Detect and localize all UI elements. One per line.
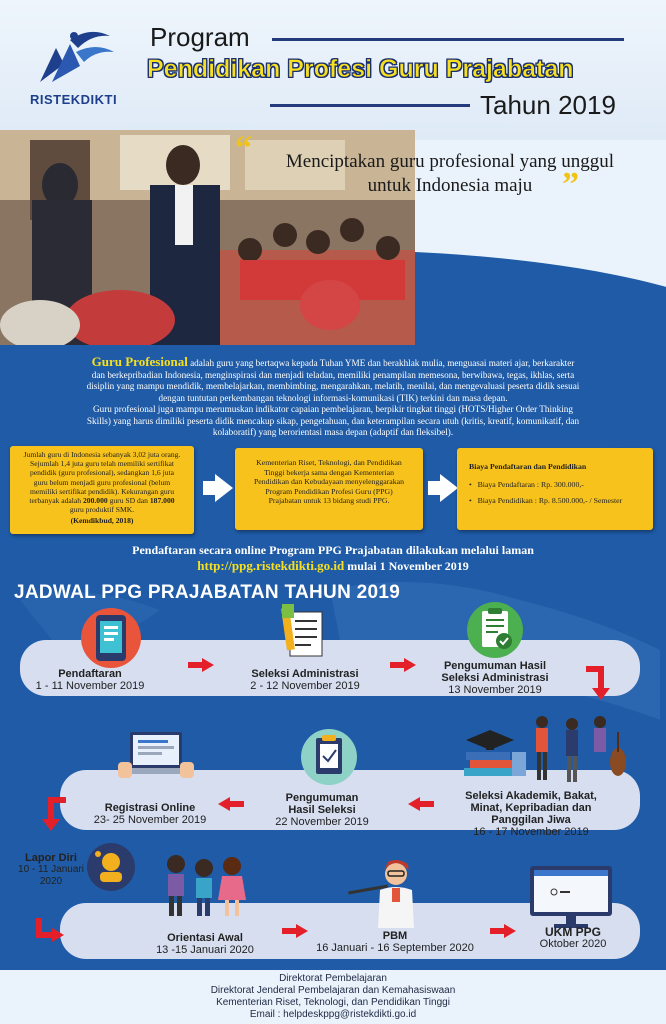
lapor-diri-person-icon — [86, 842, 136, 892]
registration-tablet-icon — [80, 607, 142, 669]
box1-line4: guru belum menjadi guru profesional (belum — [33, 477, 171, 487]
arrow-right-icon — [490, 924, 516, 938]
arrow-right-icon — [390, 658, 416, 672]
intro-p2-a: Guru profesional juga mampu merumuskan indikator capaian pembelajaran, berpikir tingkat tinggi (HOTS/Higher Order Thinking — [92, 404, 573, 414]
step-pendaftaran — [30, 668, 150, 693]
result-clipboard-icon — [300, 728, 358, 786]
page-title: Pendidikan Profesi Guru Prajabatan — [147, 55, 574, 83]
step-orientasi-awal — [140, 932, 270, 957]
title-rule-top — [272, 38, 624, 41]
box1-line3: pendidik (guru profesional), sedangkan 1,6 juta — [29, 468, 175, 478]
document-check-icon — [276, 604, 326, 662]
box2-line5: Prajabatan untuk 13 bidang studi PPG. — [268, 496, 390, 506]
registration-url[interactable]: http://ppg.ristekdikti.go.id — [197, 558, 345, 573]
quote-close-icon: ” — [562, 166, 579, 203]
announcement-clipboard-icon — [466, 601, 524, 659]
step-title: Pengumuman Hasil Seleksi — [285, 792, 359, 816]
arrow-corner-right-icon — [36, 918, 64, 944]
intro-p1-d: dengan tuntutan perkembangan teknologi informasi-komunikasi (TIK) terkini dan masa depan. — [158, 392, 508, 403]
fee-title: Biaya Pendaftaran dan Pendidikan — [469, 462, 587, 471]
step-date: 10 - 11 Januari 2020 — [18, 864, 84, 887]
step-date: 22 November 2019 — [275, 816, 369, 828]
fee-box: Biaya Pendaftaran dan Pendidikan • Biaya Pendaftaran : Rp. 300.000,- • Biaya Pendidikan : Rp. 8.500.000,- / Semester — [457, 448, 653, 530]
fee-education: Biaya Pendidikan : Rp. 8.500.000,- / Semester — [477, 496, 623, 505]
step-date: 13 November 2019 — [448, 684, 542, 696]
title-year: Tahun 2019 — [480, 90, 616, 120]
ristekdikti-logo-icon — [30, 22, 116, 90]
step-date: 2 - 12 November 2019 — [250, 680, 360, 692]
step-date: 16 - 17 November 2019 — [473, 826, 589, 838]
arrow-down-icon — [586, 666, 612, 700]
schedule-heading: JADWAL PPG PRAJABATAN TAHUN 2019 — [14, 582, 401, 603]
step-pbm — [300, 930, 490, 955]
box2-line4: Program Pendidikan Profesi Guru (PPG) — [265, 486, 393, 496]
step-title: Registrasi Online — [104, 802, 196, 814]
registration-line1: Pendaftaran secara online Program PPG Prajabatan dilakukan melalui laman — [132, 543, 534, 557]
step-date: 16 Januari - 16 September 2020 — [316, 942, 474, 954]
intro-p1-b: dan berkepribadian Indonesia, menginspirasi dan menjadi teladan, memiliki penampilan memesona, berwibawa, tegas, ikhlas, serta — [91, 369, 575, 380]
footer-line1: Direktorat Pembelajaran — [279, 973, 387, 984]
step-title: Orientasi Awal — [167, 932, 243, 944]
intro-p1-c: disiplin yang mampu mendidik, membelajarkan, membimbing, mengarahkan, melatih, menilai, dan mengevaluasi peserta didik sesuai — [86, 381, 580, 391]
box2-line1: Kementerian Riset, Teknologi, dan Pendidikan — [256, 458, 402, 467]
arrow-left-icon — [408, 797, 434, 811]
step-seleksi-akademik — [456, 790, 656, 839]
box1-source: (Kemdikbud, 2018) — [70, 516, 134, 526]
step-title: PBM — [382, 930, 408, 942]
laptop-online-icon — [118, 728, 194, 786]
arrow-left-icon — [218, 797, 244, 811]
step-date: 1 - 11 November 2019 — [35, 680, 145, 692]
footer — [0, 973, 666, 1021]
teacher-stats-box — [10, 446, 194, 534]
quote-line-2: untuk Indonesia maju — [367, 175, 533, 196]
arrow-right-icon — [282, 924, 308, 938]
talent-people-icon — [530, 712, 630, 784]
teacher-pbm-icon — [348, 858, 432, 928]
arrow-down-icon — [40, 797, 66, 831]
box1-line2: Sejumlah 1,4 juta guru telah memiliki sertifikat — [29, 459, 175, 469]
intro-paragraph — [6, 356, 660, 439]
monitor-exam-icon — [528, 864, 614, 930]
arrow-right-icon — [188, 658, 214, 672]
box1-line6-b: 200.000 — [82, 496, 108, 506]
box2-line2: Tinggi bekerja sama dengan Kementerian — [263, 467, 395, 477]
step-lapor-diri — [16, 852, 86, 888]
step-title: Pendaftaran — [58, 668, 122, 680]
quote-open-icon: “ — [235, 130, 252, 167]
box2-line3: Pendidikan dan Kebudayaan menyelenggarakan — [253, 477, 405, 487]
box1-line7: guru produktif SMK. — [69, 505, 135, 515]
fee-registration: Biaya Pendaftaran : Rp. 300.000,- — [477, 480, 584, 489]
title-rule-bottom — [270, 104, 470, 107]
step-title: Seleksi Administrasi — [251, 668, 359, 680]
students-children-icon — [158, 850, 248, 920]
step-seleksi-administrasi — [230, 668, 380, 693]
step-title: Lapor Diri — [25, 852, 77, 864]
footer-email[interactable]: Email : helpdeskppg@ristekdikti.go.id — [249, 1009, 417, 1020]
box1-line6-a: terbanyak adalah — [29, 496, 82, 506]
intro-lead: Guru Profesional — [91, 354, 188, 369]
step-registrasi-online — [90, 802, 210, 827]
step-title: Seleksi Akademik, Bakat, Minat, Kepribadian dan Panggilan Jiwa — [465, 790, 597, 826]
footer-line3: Kementerian Riset, Teknologi, dan Pendidikan Tinggi — [216, 997, 450, 1008]
step-pengumuman-administrasi — [430, 660, 560, 697]
intro-p2-b: Skills) yang harus dimiliki peserta didik mencakup sikap, pengetahuan, dan keterampilan secara utuh (kritis, kreatif, komunikatif, dan — [86, 415, 580, 426]
registration-date: mulai 1 November 2019 — [347, 559, 469, 573]
box1-line6-c: guru SD dan — [109, 496, 148, 506]
box1-line6-d: 187.000 — [149, 496, 175, 506]
step-title: UKM PPG — [544, 925, 601, 939]
step-title: Pengumuman Hasil Seleksi Administrasi — [441, 660, 549, 684]
quote-line-1: Menciptakan guru profesional yang unggul — [285, 151, 615, 172]
step-date: 13 -15 Januari 2020 — [156, 944, 254, 956]
footer-line2: Direktorat Jenderal Pembelajaran dan Kemahasiswaan — [210, 985, 456, 996]
books-graduation-icon — [460, 722, 532, 782]
box1-line5: memiliki sertifikat pendidik). Kekurangan guru — [29, 486, 175, 496]
logo-text: RISTEKDIKTI — [30, 92, 118, 107]
title-program: Program — [150, 22, 250, 52]
intro-p2-c: kolaboratif) yang berorientasi masa depan (adaptif dan fleksibel). — [212, 427, 454, 437]
program-info-box — [235, 448, 423, 530]
intro-p1-a: adalah guru yang bertaqwa kepada Tuhan YME dan berakhlak mulia, menguasai materi ajar, berkarakter — [190, 358, 575, 368]
step-ukm-ppg — [518, 926, 628, 951]
quote — [245, 150, 655, 198]
step-pengumuman-seleksi — [262, 792, 382, 829]
step-date: 23- 25 November 2019 — [93, 814, 207, 826]
step-date: Oktober 2020 — [539, 938, 607, 950]
box1-line1: Jumlah guru di Indonesia sebanyak 3,02 juta orang. — [23, 450, 181, 459]
registration-line2 — [0, 558, 666, 574]
